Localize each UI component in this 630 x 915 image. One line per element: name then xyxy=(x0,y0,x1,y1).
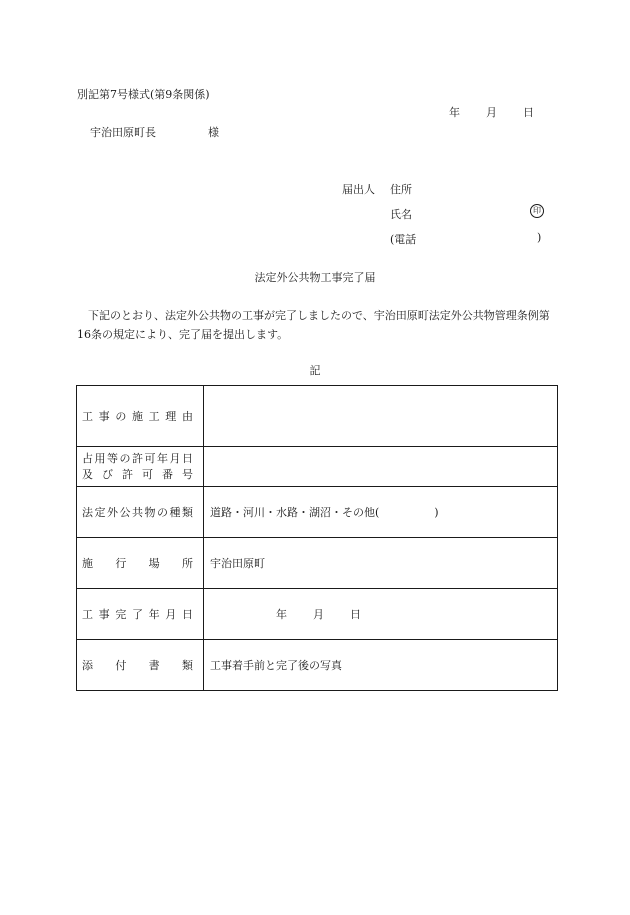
submission-date xyxy=(449,104,534,120)
date-day: 日 xyxy=(523,106,534,119)
seal-mark: 印 xyxy=(530,204,544,218)
completion-year: 年 xyxy=(276,608,287,621)
name-label: 氏名 xyxy=(390,208,412,221)
location-label: 施 行 場 所 xyxy=(82,557,193,570)
attachment-value: 工事着手前と完了後の写真 xyxy=(204,640,558,691)
permit-label-line2: 及 び 許 可 番 号 xyxy=(82,467,193,481)
completion-date xyxy=(204,589,558,640)
permit-label-cell xyxy=(77,447,204,487)
table-row xyxy=(77,386,558,447)
addressee-name: 宇治田原町長 xyxy=(90,126,156,139)
completion-day: 日 xyxy=(350,608,361,621)
permit-value-cell[interactable] xyxy=(204,447,558,487)
completion-label: 工 事 完 了 年 月 日 xyxy=(82,608,193,621)
phone-close: ) xyxy=(537,231,542,244)
completion-month: 月 xyxy=(313,608,324,621)
document-title: 法定外公共物工事完了届 xyxy=(254,271,376,284)
permit-label-line1: 占 用 等 の 許 可 年 月 日 xyxy=(82,451,193,465)
body-text: 下記のとおり、法定外公共物の工事が完了しましたので、宇治田原町法定外公共物管理条例第16条の規定により、完了届を提出します。 xyxy=(77,309,550,341)
detail-table xyxy=(76,385,558,691)
table-row xyxy=(77,589,558,640)
attachment-label: 添 付 書 類 xyxy=(82,659,193,672)
table-row xyxy=(77,447,558,487)
reason-value-cell[interactable] xyxy=(204,386,558,447)
location-label-cell xyxy=(77,538,204,589)
addressee xyxy=(90,124,219,140)
type-label-cell xyxy=(77,487,204,538)
table-row xyxy=(77,538,558,589)
table-row xyxy=(77,487,558,538)
applicant-label: 届出人 xyxy=(342,183,375,196)
reason-label: 工 事 の 施 工 理 由 xyxy=(82,410,193,423)
date-year: 年 xyxy=(449,106,460,119)
attachment-label-cell xyxy=(77,640,204,691)
date-month: 月 xyxy=(486,106,497,119)
table-row xyxy=(77,640,558,691)
type-value: 道路・河川・水路・湖沼・その他( ) xyxy=(204,487,558,538)
honorific: 様 xyxy=(208,126,219,139)
form-number: 別記第7号様式(第9条関係) xyxy=(77,88,210,101)
type-label: 法 定 外 公 共 物 の 種 類 xyxy=(82,506,193,519)
address-label: 住所 xyxy=(390,183,412,196)
phone-label: (電話 xyxy=(390,233,417,246)
completion-label-cell xyxy=(77,589,204,640)
reason-label-cell xyxy=(77,386,204,447)
ki-heading: 記 xyxy=(309,364,321,377)
location-value: 宇治田原町 xyxy=(204,538,558,589)
